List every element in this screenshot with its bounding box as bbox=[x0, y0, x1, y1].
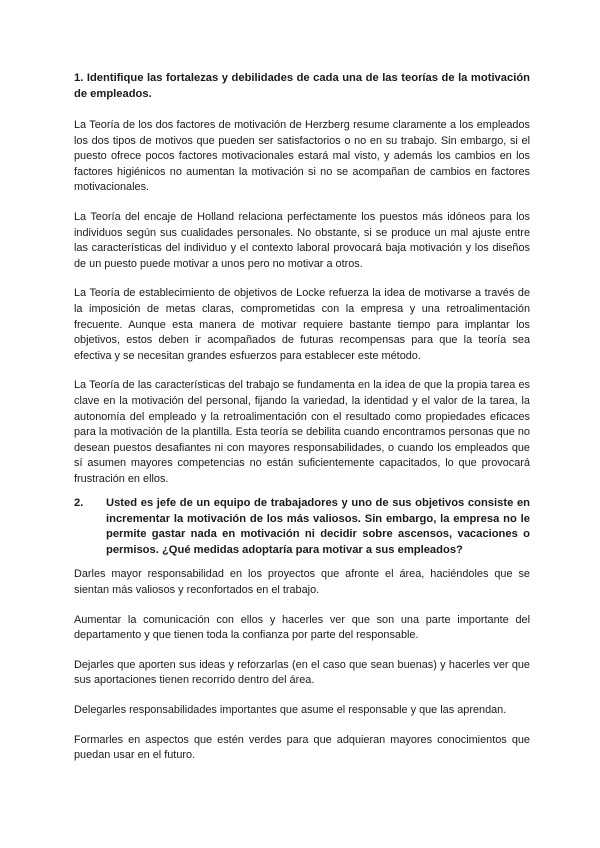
herzberg-paragraph: La Teoría de los dos factores de motivación de Herzberg resume claramente a los empleados los dos tipos de motivos que pueden ser satisfactorios o no en su trabajo. Sin embargo, si el puesto ofrece pocos factores motivacionales estará mal visto, y además los cambios en los factores higiénicos no aumentan la motivación si no se acompañan de cambios en factores motivacionales. bbox=[74, 119, 530, 194]
question-2-heading bbox=[74, 496, 530, 558]
document-page bbox=[74, 71, 530, 764]
question-2-number: 2. bbox=[74, 497, 84, 510]
locke-paragraph: La Teoría de establecimiento de objetivos de Locke refuerza la idea de motivarse a través de la imposición de metas claras, comprometidas con la empresa y una retroalimentación frecuente. Aunque esta manera de motivar requiere bastante tiempo para implantar los objetivos, estos deben ir acompañados de futuras recompensas para que la teoría sea efectiva y se necesitan grandes esfuerzos para establecer este método. bbox=[74, 287, 530, 362]
question-2-text: Usted es jefe de un equipo de trabajadores y uno de sus objetivos consiste en incrementar la motivación de los más valiosos. Sin embargo, la empresa no le permite gastar nada en motivación ni decidir sobre ascensos, vacaciones o permisos. ¿Qué medidas adoptaría para motivar a sus empleados? bbox=[106, 497, 530, 556]
job-characteristics-paragraph: La Teoría de las características del trabajo se fundamenta en la idea de que la propia tarea es clave en la motivación del personal, fijando la variedad, la identidad y el valor de la tarea, la autonomía del empleado y la retroalimentación con el resultado como propiedades eficaces para la motivación de la plantilla. Esta teoría se debilita cuando encontramos personas que no desean puestos desafiantes ni con mayores responsabilidades, o cuando los empleados que sí asumen mayores competencias no están suficientemente capacitados, lo que provocará frustración en ellos. bbox=[74, 379, 530, 485]
question-1-heading: 1. Identifique las fortalezas y debilidades de cada una de las teorías de la motivación de empleados. bbox=[74, 72, 530, 100]
answer-training-paragraph: Formarles en aspectos que estén verdes para que adquieran mayores conocimientos que puedan usar en el futuro. bbox=[74, 733, 530, 762]
answer-ideas-paragraph: Dejarles que aporten sus ideas y reforzarlas (en el caso que sean buenas) y hacerles ver que sus aportaciones tienen recorrido dentro del área. bbox=[74, 658, 530, 687]
holland-paragraph: La Teoría del encaje de Holland relaciona perfectamente los puestos más idóneos para los individuos según sus cualidades personales. No obstante, si se produce un mal ajuste entre las características del individuo y el contexto laboral provocará baja motivación y los diseños de un puesto puede motivar a unos pero no motivar a otros. bbox=[74, 210, 530, 270]
answer-communication-paragraph: Aumentar la comunicación con ellos y hacerles ver que son una parte importante del departamento y que tienen toda la confianza por parte del responsable. bbox=[74, 613, 530, 642]
answer-responsibility-paragraph: Darles mayor responsabilidad en los proyectos que afronte el área, haciéndoles que se sientan más valiosos y reconfortados en el trabajo. bbox=[74, 568, 530, 597]
answer-delegate-paragraph: Delegarles responsabilidades importantes que asume el responsable y que las aprendan. bbox=[74, 704, 507, 717]
